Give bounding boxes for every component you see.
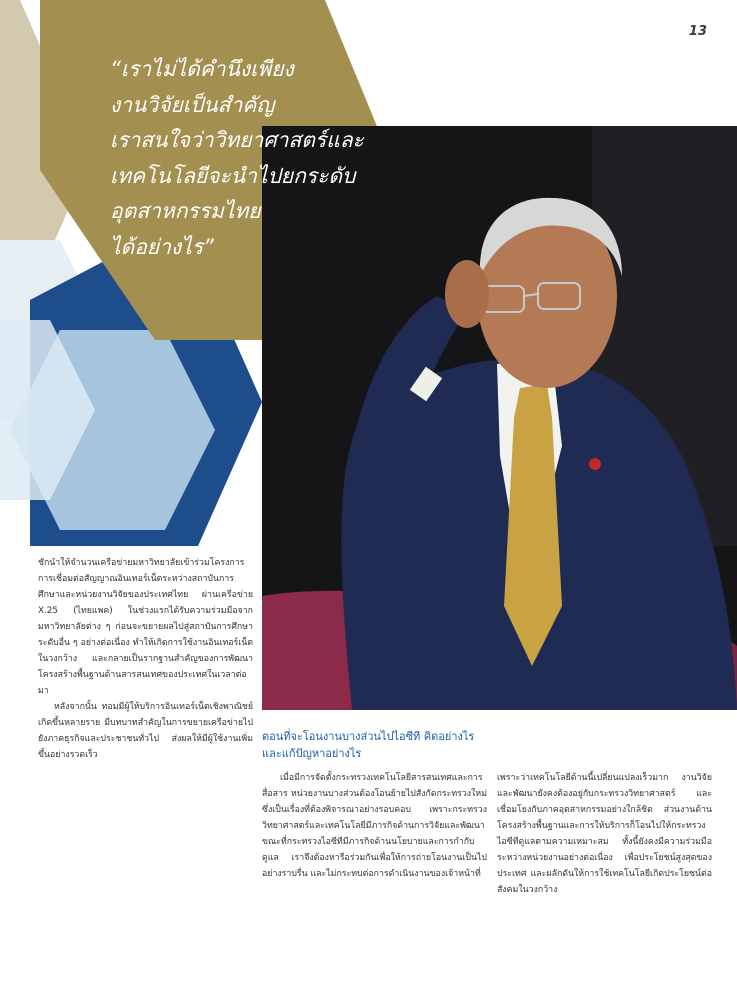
lapel-pin (589, 458, 601, 470)
hand (445, 260, 489, 328)
article-column-right (497, 770, 712, 898)
quote-line: เราสนใจว่าวิทยาศาสตร์และ (110, 128, 364, 152)
section-heading: ตอนที่จะโอนงานบางส่วนไปไอซีที คิดอย่างไรและแก้ปัญหาอย่างไร (262, 730, 475, 760)
article-column-left (38, 555, 253, 763)
quote-line: ได้อย่างไร” (110, 234, 214, 259)
quote-line: เทคโนโลยีจะนำไปยกระดับ (110, 163, 356, 188)
page-number: 13 (688, 24, 707, 39)
quote-line: งานวิจัยเป็นสำคัญ (110, 92, 275, 117)
paragraph: ชักนำให้จำนวนเครือข่ายมหาวิทยาลัยเข้าร่วมโครงการ การเชื่อมต่อสัญญาณอินเทอร์เน็ตระหว่างสถาบันการศึกษาและหน่วยงานวิจัยของประเทศไทย ผ่านเครือข่าย X.25 (ไทยแพค) ในช่วงแรกได้รับความร่วมมือจากมหาวิทยาลัยต่าง ๆ ก่อนจะขยายผลไปสู่สถาบันการศึกษาระดับอื่น ๆ อย่างต่อเนื่อง ทำให้เกิดการใช้งานอินเทอร์เน็ตในวงกว้าง และกลายเป็นรากฐานสำคัญของการพัฒนาโครงสร้างพื้นฐานด้านสารสนเทศของประเทศในเวลาต่อมา (38, 558, 253, 696)
paragraph: เพราะว่าเทคโนโลยีด้านนี้เปลี่ยนแปลงเร็วมาก งานวิจัยและพัฒนายังคงต้องอยู่กับกระทรวงวิทยาศาสตร์ และเชื่อมโยงกับภาคอุตสาหกรรมอย่างใกล้ชิด ส่วนงานด้านโครงสร้างพื้นฐานและการให้บริการก็โอนไปให้กระทรวงไอซีทีดูแลตามความเหมาะสม ทั้งนี้ยังคงมีความร่วมมือระหว่างหน่วยงานอย่างต่อเนื่อง เพื่อประโยชน์สูงสุดของประเทศ และผลักดันให้การใช้เทคโนโลยีเกิดประโยชน์ต่อสังคมในวงกว้าง (497, 773, 712, 895)
paragraph: เมื่อมีการจัดตั้งกระทรวงเทคโนโลยีสารสนเทศและการสื่อสาร หน่วยงานบางส่วนต้องโอนย้ายไปสังกัดกระทรวงใหม่ ซึ่งเป็นเรื่องที่ต้องพิจารณาอย่างรอบคอบ เพราะกระทรวงวิทยาศาสตร์และเทคโนโลยีมีภารกิจด้านการวิจัยและพัฒนา ขณะที่กระทรวงไอซีทีมีภารกิจด้านนโยบายและการกำกับดูแล เราจึงต้องหารือร่วมกันเพื่อให้การถ่ายโอนงานเป็นไปอย่างราบรื่น และไม่กระทบต่อการดำเนินงานของเจ้าหน้าที่ (262, 773, 487, 879)
article-column-middle (262, 770, 487, 882)
quote-line: “เราไม่ได้คำนึงเพียง (110, 57, 294, 81)
quote-line: อุตสาหกรรมไทย (110, 199, 261, 223)
paragraph: หลังจากนั้น ทอมมีผู้ให้บริการอินเทอร์เน็ตเชิงพาณิชย์เกิดขึ้นหลายราย มีบทบาทสำคัญในการขยายเครือข่ายไปยังภาคธุรกิจและประชาชนทั่วไป ส่งผลให้มีผู้ใช้งานเพิ่มขึ้นอย่างรวดเร็ว (38, 702, 253, 760)
pull-quote (110, 52, 410, 265)
